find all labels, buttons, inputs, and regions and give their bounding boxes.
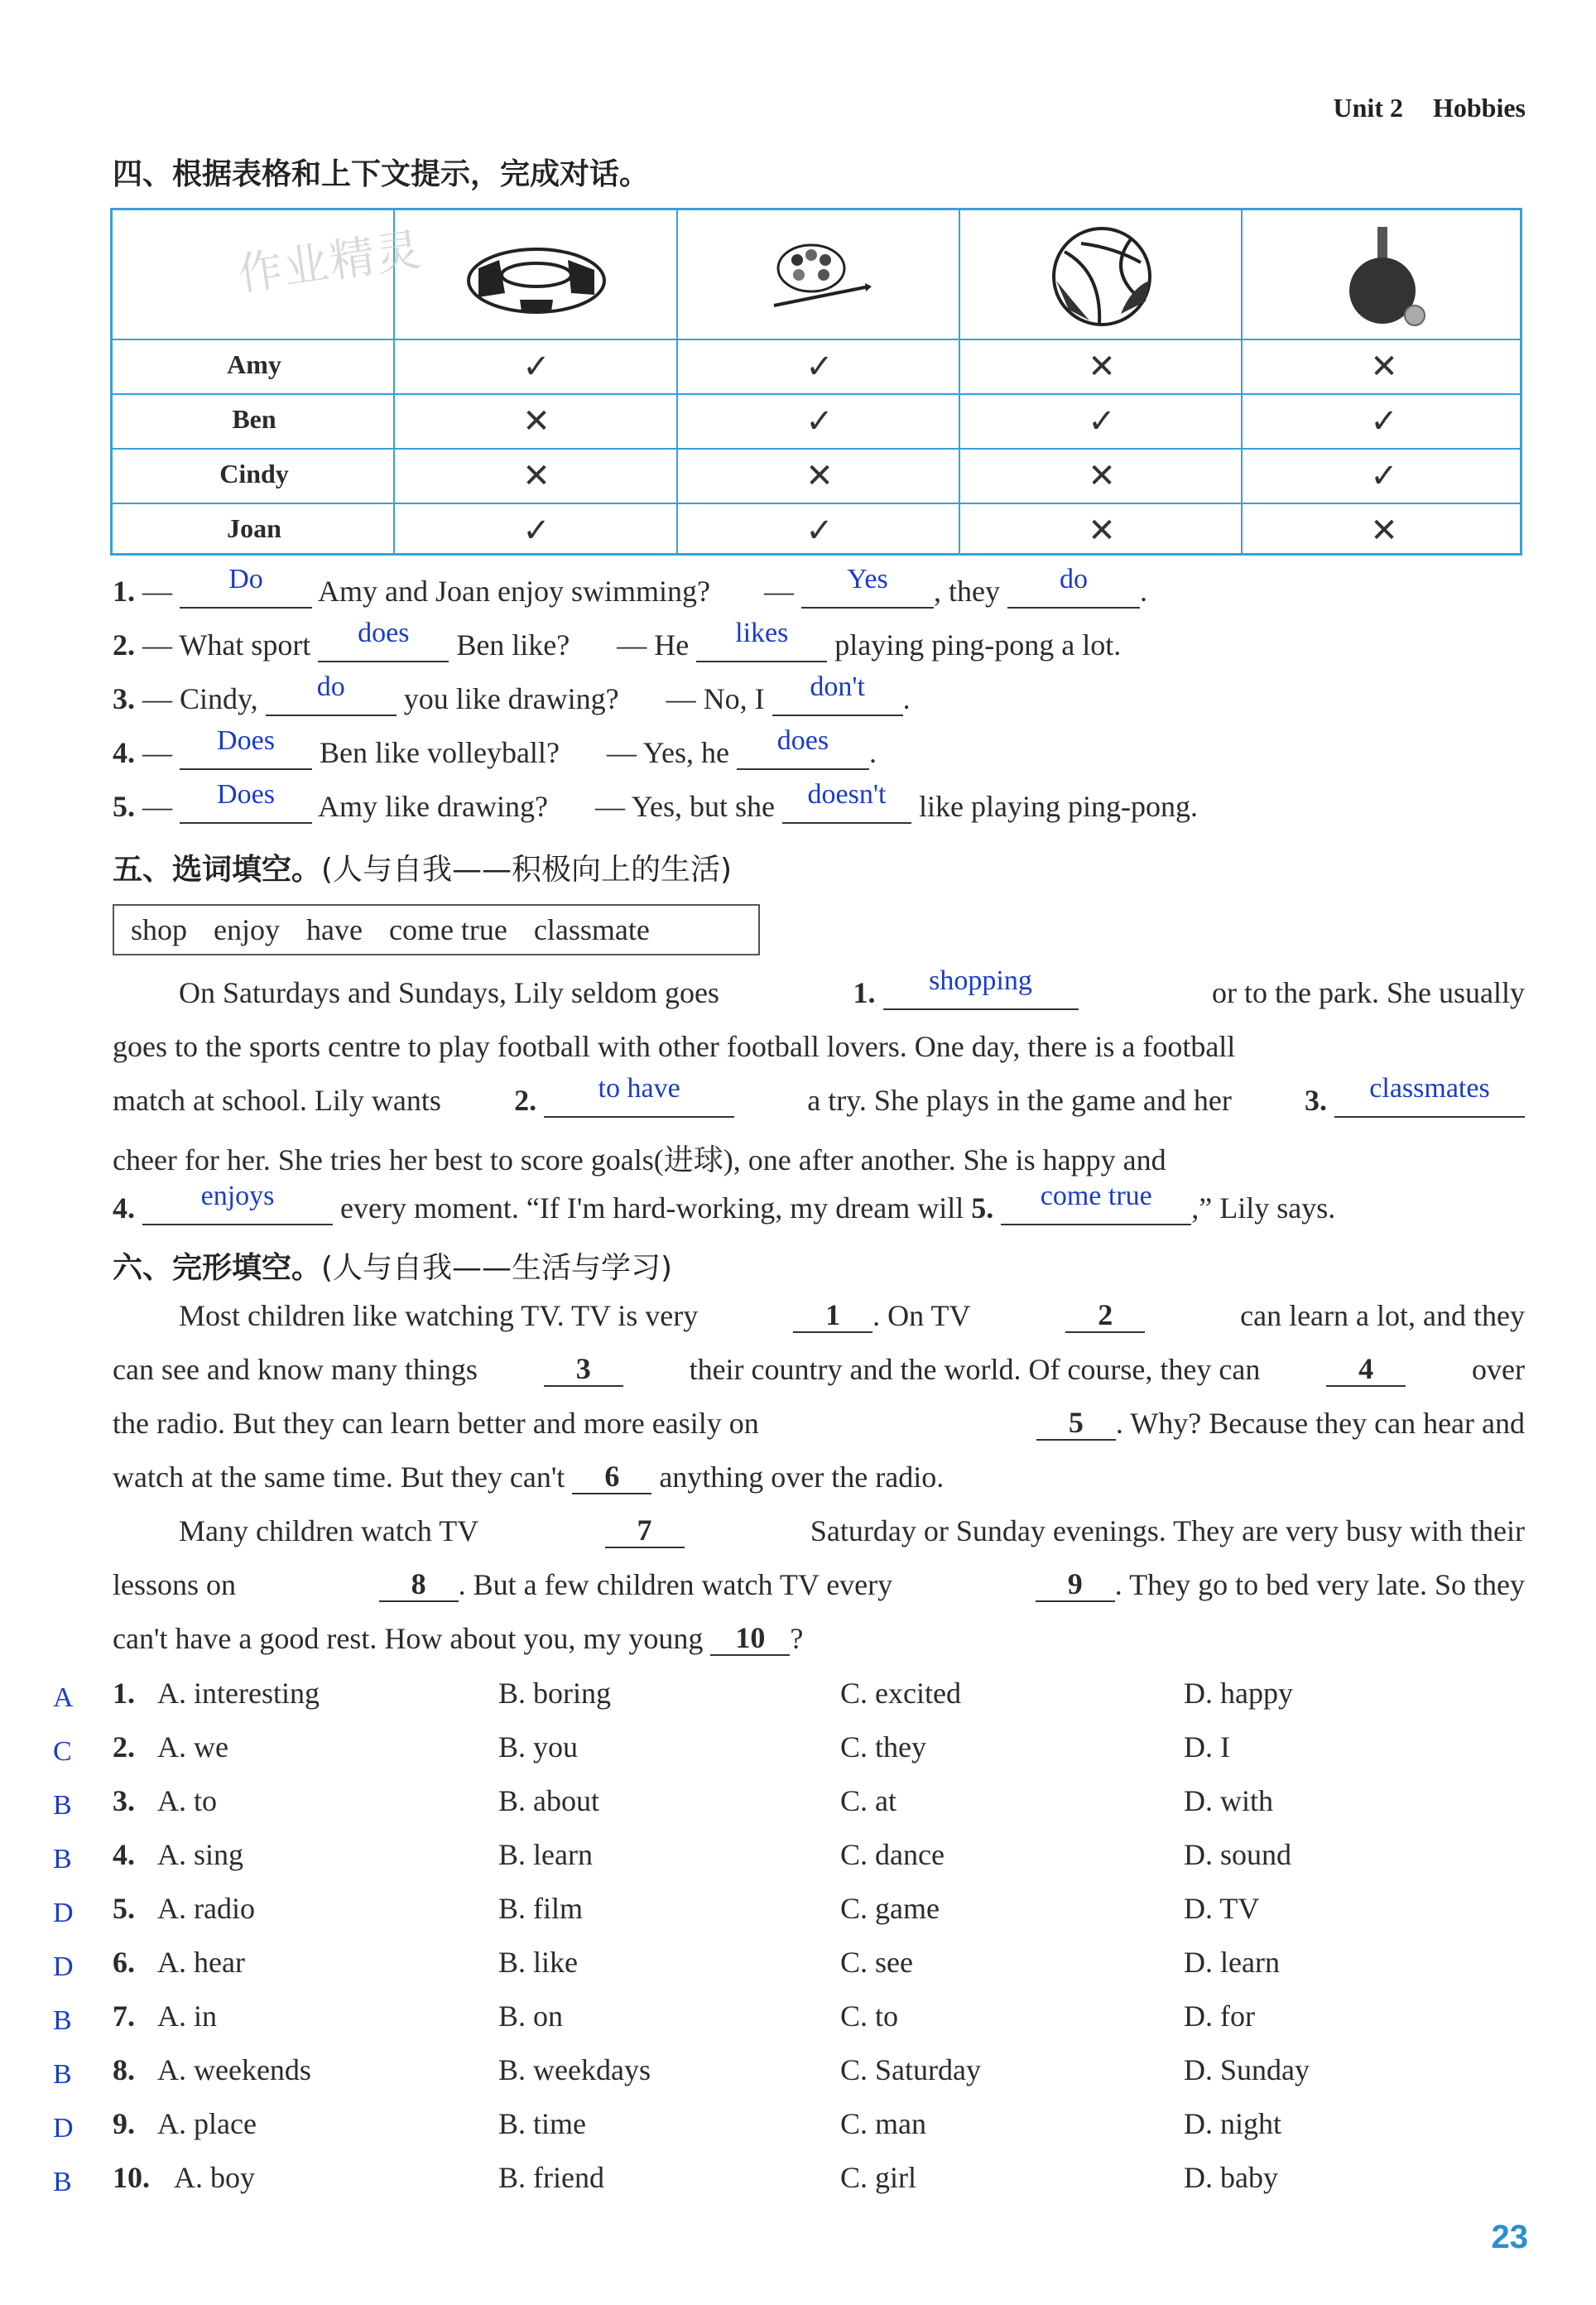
option-c: C. game — [840, 1892, 940, 1925]
option-a: A. sing — [157, 1838, 244, 1871]
answer-blank: shopping — [929, 965, 1032, 996]
option-c: C. man — [840, 2107, 926, 2140]
option-a: A. boy — [174, 2161, 255, 2194]
unit-title: Hobbies — [1432, 93, 1526, 123]
dialogue-1: 1. — Do Amy and Joan enjoy swimming? — Yes , they do . — [113, 564, 1147, 608]
option-c: C. they — [840, 1730, 926, 1764]
table-mark: ✕ — [1088, 457, 1116, 495]
option-d: D. for — [1184, 1999, 1255, 2033]
selected-answer: B — [53, 2167, 72, 2197]
answer-blank: do — [1059, 564, 1088, 594]
answer-blank: Yes — [847, 564, 888, 594]
row-name: Ben — [232, 404, 276, 434]
option-d: D. learn — [1184, 1946, 1280, 1979]
cloze-line: can see and know many things 3 their country and the world. Of course, they can 4 over — [113, 1352, 1525, 1386]
option-d: D. I — [1184, 1730, 1230, 1764]
answer-blank: likes — [735, 618, 789, 648]
option-b: B. weekdays — [498, 2053, 651, 2086]
option-d: D. with — [1184, 1784, 1273, 1817]
selected-answer: B — [53, 2005, 72, 2036]
option-c: C. dance — [840, 1838, 945, 1871]
palette-icon — [678, 219, 961, 334]
passage-line: goes to the sports centre to play football with other football lovers. One day, there is a football — [113, 1030, 1236, 1063]
option-b: B. about — [498, 1784, 599, 1817]
option-c: C. see — [840, 1946, 913, 1979]
table-mark: ✕ — [805, 457, 834, 495]
option-a: A. hear — [157, 1946, 245, 1979]
option-a: A. in — [157, 1999, 217, 2033]
option-c: C. excited — [840, 1677, 961, 1710]
table-mark: ✓ — [805, 402, 834, 440]
option-d: D. TV — [1184, 1892, 1260, 1925]
option-b: B. friend — [498, 2161, 604, 2194]
option-c: C. Saturday — [840, 2053, 981, 2086]
section-4-title: 四、根据表格和上下文提示，完成对话。 — [113, 157, 650, 191]
hobby-table — [110, 208, 1522, 556]
choice-row: B 4. A. sing B. learn C. dance D. sound — [53, 1838, 1292, 1874]
answer-blank: to have — [598, 1073, 680, 1104]
watermark: 作业精灵 — [234, 223, 425, 301]
unit-label: Unit 2 — [1333, 93, 1403, 123]
answer-blank: do — [316, 671, 345, 702]
section-5-tag: (人与自我——积极向上的生活) — [321, 853, 733, 887]
selected-answer: A — [53, 1682, 74, 1713]
table-mark: ✓ — [522, 348, 550, 386]
table-mark: ✕ — [1370, 512, 1398, 550]
table-mark: ✓ — [805, 512, 834, 550]
cloze-line: Many children watch TV 7 Saturday or Sunday evenings. They are very busy with their — [179, 1513, 1525, 1547]
word-box — [113, 904, 760, 955]
option-d: D. happy — [1184, 1677, 1293, 1710]
table-mark: ✕ — [522, 457, 550, 495]
swim-ring-icon — [395, 219, 678, 334]
row-name: Joan — [227, 513, 281, 543]
table-mark: ✕ — [1088, 512, 1116, 550]
answer-blank: come true — [1040, 1181, 1152, 1211]
selected-answer: C — [53, 1736, 72, 1767]
option-a: A. place — [157, 2107, 257, 2140]
row-name: Amy — [227, 349, 281, 379]
section-6-tag: (人与自我——生活与学习) — [321, 1251, 673, 1285]
option-a: A. radio — [157, 1892, 255, 1925]
answer-blank: doesn't — [807, 779, 887, 810]
answer-blank: Does — [217, 779, 275, 810]
cloze-line: watch at the same time. But they can't 6 anything over the radio. — [113, 1460, 945, 1494]
page-number: 23 — [1491, 2219, 1528, 2255]
selected-answer: B — [53, 1790, 72, 1821]
option-a: A. to — [157, 1784, 217, 1817]
answer-blank: Does — [217, 725, 275, 756]
table-mark: ✓ — [805, 348, 834, 386]
choice-row: D 5. A. radio B. film C. game D. TV — [53, 1892, 1260, 1928]
selected-answer: B — [53, 2059, 72, 2090]
option-d: D. Sunday — [1184, 2053, 1310, 2086]
table-mark: ✕ — [1370, 348, 1398, 386]
option-a: A. we — [157, 1730, 228, 1764]
answer-blank: enjoys — [200, 1181, 275, 1211]
word-option: enjoy — [214, 913, 280, 946]
choice-row: D 9. A. place B. time C. man D. night — [53, 2107, 1282, 2144]
option-b: B. you — [498, 1730, 579, 1764]
answer-blank: classmates — [1369, 1073, 1490, 1104]
option-d: D. baby — [1184, 2161, 1278, 2194]
selected-answer: B — [53, 1844, 72, 1874]
selected-answer: D — [53, 1898, 74, 1928]
option-b: B. like — [498, 1946, 578, 1979]
row-name: Cindy — [219, 459, 289, 488]
dialogue-5: 5. — Does Amy like drawing? — Yes, but she doesn't like playing ping-pong. — [113, 779, 1198, 823]
table-mark: ✕ — [522, 402, 550, 440]
selected-answer: D — [53, 1951, 74, 1982]
dialogue-2: 2. — What sport does Ben like? — He likes playing ping-pong a lot. — [113, 618, 1122, 662]
option-c: C. girl — [840, 2161, 917, 2194]
cloze-line: the radio. But they can learn better and more easily on 5 . Why? Because they can hear and — [113, 1406, 1525, 1440]
answer-blank: does — [358, 618, 410, 648]
word-option: come true — [388, 913, 507, 946]
option-b: B. film — [498, 1892, 584, 1925]
dialogue-4: 4. — Does Ben like volleyball? — Yes, he does . — [113, 725, 877, 769]
volleyball-icon — [960, 219, 1243, 334]
choice-row: D 6. A. hear B. like C. see D. learn — [53, 1946, 1280, 1982]
option-c: C. to — [840, 1999, 899, 2033]
word-option: shop — [131, 913, 188, 946]
selected-answer: D — [53, 2113, 74, 2144]
passage-line: match at school. Lily wants 2. to have a try. She plays in the game and her 3. classmates — [113, 1083, 1525, 1118]
word-option: classmate — [533, 913, 650, 946]
passage-line: 4. enjoys every moment. “If I'm hard-working, my dream will 5. come true ,” Lily says. — [113, 1181, 1336, 1225]
passage-line: On Saturdays and Sundays, Lily seldom goes 1. shopping or to the park. She usually — [179, 965, 1525, 1009]
table-mark: ✓ — [1370, 457, 1398, 495]
choice-row: B 8. A. weekends B. weekdays C. Saturday D. Sunday — [53, 2053, 1310, 2090]
page-header — [1334, 93, 1526, 123]
answer-blank: does — [776, 725, 829, 756]
option-a: A. weekends — [157, 2053, 311, 2086]
choice-row: B 10. A. boy B. friend C. girl D. baby — [53, 2161, 1278, 2197]
choice-row: C 2. A. we B. you C. they D. I — [53, 1730, 1230, 1767]
cloze-line: Most children like watching TV. TV is very 1 . On TV 2 can learn a lot, and they — [179, 1298, 1525, 1332]
dialogue-3: 3. — Cindy, do you like drawing? — No, I don't . — [113, 671, 911, 715]
answer-blank: Do — [228, 564, 263, 594]
option-d: D. sound — [1184, 1838, 1292, 1871]
table-mark: ✓ — [1088, 402, 1116, 440]
option-b: B. learn — [498, 1838, 593, 1871]
option-b: B. on — [498, 1999, 564, 2033]
passage-line: cheer for her. She tries her best to score goals(进球), one after another. She is happy and — [113, 1143, 1166, 1177]
table-mark: ✓ — [1370, 402, 1398, 440]
choice-row: A 1. A. interesting B. boring C. excited D. happy — [53, 1677, 1293, 1713]
word-option: have — [306, 913, 363, 946]
option-d: D. night — [1184, 2107, 1282, 2140]
table-mark: ✕ — [1088, 348, 1116, 386]
choice-row: B 3. A. to B. about C. at D. with — [53, 1784, 1273, 1821]
ping-pong-paddle-icon — [1243, 219, 1526, 334]
table-mark: ✓ — [522, 512, 550, 550]
option-c: C. at — [840, 1784, 897, 1817]
section-6-title: 六、完形填空。(人与自我——生活与学习) — [113, 1251, 673, 1285]
option-a: A. interesting — [157, 1677, 320, 1710]
choice-row: B 7. A. in B. on C. to D. for — [53, 1999, 1255, 2036]
cloze-line: can't have a good rest. How about you, my young 10 ? — [113, 1621, 804, 1655]
cloze-line: lessons on 8 . But a few children watch TV every 9 . They go to bed very late. So they — [113, 1567, 1525, 1601]
answer-blank: don't — [810, 671, 865, 702]
option-b: B. time — [498, 2107, 586, 2140]
section-5-title: 五、选词填空。(人与自我——积极向上的生活) — [113, 853, 733, 887]
option-b: B. boring — [498, 1677, 612, 1710]
